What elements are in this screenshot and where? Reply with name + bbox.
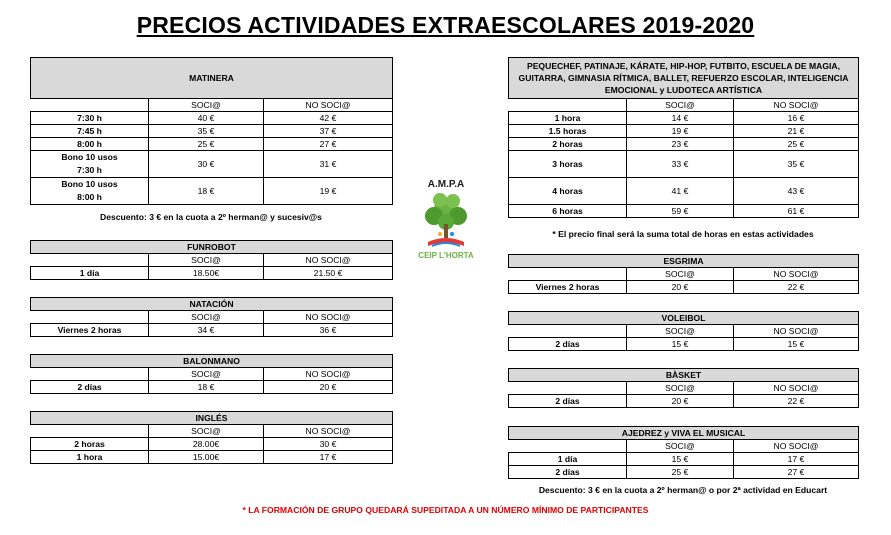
socio-header: SOCI@ bbox=[627, 325, 734, 338]
no-socio-price: 22 € bbox=[734, 395, 859, 408]
row-label: 1 día bbox=[509, 453, 627, 466]
socio-price: 15 € bbox=[627, 338, 734, 351]
socio-price: 30 € bbox=[149, 151, 264, 178]
voleibol-table bbox=[508, 311, 859, 351]
ampa-logo bbox=[410, 176, 482, 266]
row-label: 1.5 horas bbox=[509, 125, 627, 138]
no-socio-price: 31 € bbox=[264, 151, 393, 178]
socio-header: SOCI@ bbox=[627, 382, 734, 395]
logo-top-text: A.M.P.A bbox=[427, 179, 465, 190]
balonmano-table bbox=[30, 354, 393, 394]
no-socio-price: 27 € bbox=[264, 138, 393, 151]
socio-price: 33 € bbox=[627, 151, 734, 178]
no-socio-price: 37 € bbox=[264, 125, 393, 138]
row-label: 2 días bbox=[509, 466, 627, 479]
page-title: PRECIOS ACTIVIDADES EXTRAESCOLARES 2019-2020 bbox=[136, 12, 755, 38]
socio-header: SOCI@ bbox=[627, 440, 734, 453]
socio-price: 25 € bbox=[149, 138, 264, 151]
no-socio-header: NO SOCI@ bbox=[734, 268, 859, 281]
socio-price: 59 € bbox=[627, 205, 734, 218]
no-socio-price: 43 € bbox=[734, 178, 859, 205]
socio-price: 28.00€ bbox=[149, 438, 264, 451]
socio-header: SOCI@ bbox=[149, 368, 264, 381]
row-label: Viernes 2 horas bbox=[31, 324, 149, 337]
voleibol-title: VOLEIBOL bbox=[509, 312, 859, 325]
row-label: 2 días bbox=[509, 395, 627, 408]
socio-price: 20 € bbox=[627, 281, 734, 294]
row-label: 4 horas bbox=[509, 178, 627, 205]
row-label: 1 hora bbox=[31, 451, 149, 464]
row-label: Viernes 2 horas bbox=[509, 281, 627, 294]
no-socio-price: 22 € bbox=[734, 281, 859, 294]
funrobot-title: FUNROBOT bbox=[31, 241, 393, 254]
socio-header: SOCI@ bbox=[627, 268, 734, 281]
no-socio-header: NO SOCI@ bbox=[264, 254, 393, 267]
no-socio-price: 36 € bbox=[264, 324, 393, 337]
matinera-discount-note: Descuento: 3 € en la cuota a 2º herman@ y sucesiv@s bbox=[100, 212, 322, 222]
basket-title: BÀSKET bbox=[509, 369, 859, 382]
footer-note: * LA FORMACIÓN DE GRUPO QUEDARÁ SUPEDITADA A UN NÚMERO MÍNIMO DE PARTICIPANTES bbox=[242, 505, 649, 515]
multi-activity-note: * El precio final será la suma total de horas en estas actividades bbox=[552, 229, 814, 239]
socio-price: 40 € bbox=[149, 112, 264, 125]
row-label: Bono 10 usos 7:30 h bbox=[31, 151, 149, 178]
no-socio-header: NO SOCI@ bbox=[734, 440, 859, 453]
socio-header: SOCI@ bbox=[149, 99, 264, 112]
socio-header: SOCI@ bbox=[627, 99, 734, 112]
tree-icon bbox=[410, 176, 482, 266]
natacion-title: NATACIÓN bbox=[31, 298, 393, 311]
row-label: 8:00 h bbox=[31, 138, 149, 151]
socio-price: 20 € bbox=[627, 395, 734, 408]
no-socio-header: NO SOCI@ bbox=[734, 325, 859, 338]
row-label: 2 horas bbox=[509, 138, 627, 151]
no-socio-price: 27 € bbox=[734, 466, 859, 479]
socio-price: 41 € bbox=[627, 178, 734, 205]
no-socio-price: 17 € bbox=[734, 453, 859, 466]
funrobot-table bbox=[30, 240, 393, 280]
no-socio-price: 35 € bbox=[734, 151, 859, 178]
no-socio-price: 21 € bbox=[734, 125, 859, 138]
socio-price: 15.00€ bbox=[149, 451, 264, 464]
no-socio-header: NO SOCI@ bbox=[734, 99, 859, 112]
row-label: 2 horas bbox=[31, 438, 149, 451]
row-label: 7:30 h bbox=[31, 112, 149, 125]
esgrima-table bbox=[508, 254, 859, 294]
esgrima-title: ESGRIMA bbox=[509, 255, 859, 268]
ajedrez-table bbox=[508, 426, 859, 479]
row-label: 1 día bbox=[31, 267, 149, 280]
natacion-table bbox=[30, 297, 393, 337]
row-label: 2 días bbox=[509, 338, 627, 351]
no-socio-price: 21.50 € bbox=[264, 267, 393, 280]
logo-bottom-text: CEIP L'HORTA bbox=[418, 251, 474, 260]
no-socio-price: 20 € bbox=[264, 381, 393, 394]
ajedrez-title: AJEDREZ y VIVA EL MUSICAL bbox=[509, 427, 859, 440]
row-label: 7:45 h bbox=[31, 125, 149, 138]
socio-header: SOCI@ bbox=[149, 311, 264, 324]
no-socio-header: NO SOCI@ bbox=[734, 382, 859, 395]
no-socio-price: 30 € bbox=[264, 438, 393, 451]
row-label: Bono 10 usos 8:00 h bbox=[31, 178, 149, 205]
multi-activity-table bbox=[508, 57, 859, 218]
row-label: 2 días bbox=[31, 381, 149, 394]
socio-price: 35 € bbox=[149, 125, 264, 138]
no-socio-price: 61 € bbox=[734, 205, 859, 218]
multi-activity-title: PEQUECHEF, PATINAJE, KÁRATE, HIP-HOP, FUTBITO, ESCUELA DE MAGIA, GUITARRA, GIMNASIA RÍTMICA, BALLET, REFUERZO ESCOLAR, INTELIGENCIA EMOCIONAL y LUDOTECA ARTÍSTICA bbox=[509, 58, 859, 99]
row-label: 3 horas bbox=[509, 151, 627, 178]
socio-header: SOCI@ bbox=[149, 254, 264, 267]
no-socio-price: 25 € bbox=[734, 138, 859, 151]
socio-price: 23 € bbox=[627, 138, 734, 151]
socio-price: 15 € bbox=[627, 453, 734, 466]
no-socio-header: NO SOCI@ bbox=[264, 425, 393, 438]
ingles-title: INGLÉS bbox=[31, 412, 393, 425]
no-socio-price: 15 € bbox=[734, 338, 859, 351]
socio-header: SOCI@ bbox=[149, 425, 264, 438]
matinera-title: MATINERA bbox=[31, 58, 393, 99]
no-socio-price: 16 € bbox=[734, 112, 859, 125]
socio-price: 25 € bbox=[627, 466, 734, 479]
socio-price: 34 € bbox=[149, 324, 264, 337]
socio-price: 18 € bbox=[149, 178, 264, 205]
ajedrez-discount-note: Descuento: 3 € en la cuota a 2º herman@ o por 2ª actividad en Educart bbox=[538, 485, 828, 495]
no-socio-price: 42 € bbox=[264, 112, 393, 125]
no-socio-header: NO SOCI@ bbox=[264, 99, 393, 112]
socio-price: 14 € bbox=[627, 112, 734, 125]
socio-price: 18.50€ bbox=[149, 267, 264, 280]
no-socio-header: NO SOCI@ bbox=[264, 311, 393, 324]
row-label: 6 horas bbox=[509, 205, 627, 218]
matinera-table bbox=[30, 57, 393, 205]
socio-price: 19 € bbox=[627, 125, 734, 138]
no-socio-price: 17 € bbox=[264, 451, 393, 464]
socio-price: 18 € bbox=[149, 381, 264, 394]
no-socio-header: NO SOCI@ bbox=[264, 368, 393, 381]
row-label: 1 hora bbox=[509, 112, 627, 125]
balonmano-title: BALONMANO bbox=[31, 355, 393, 368]
ingles-table bbox=[30, 411, 393, 464]
basket-table bbox=[508, 368, 859, 408]
no-socio-price: 19 € bbox=[264, 178, 393, 205]
